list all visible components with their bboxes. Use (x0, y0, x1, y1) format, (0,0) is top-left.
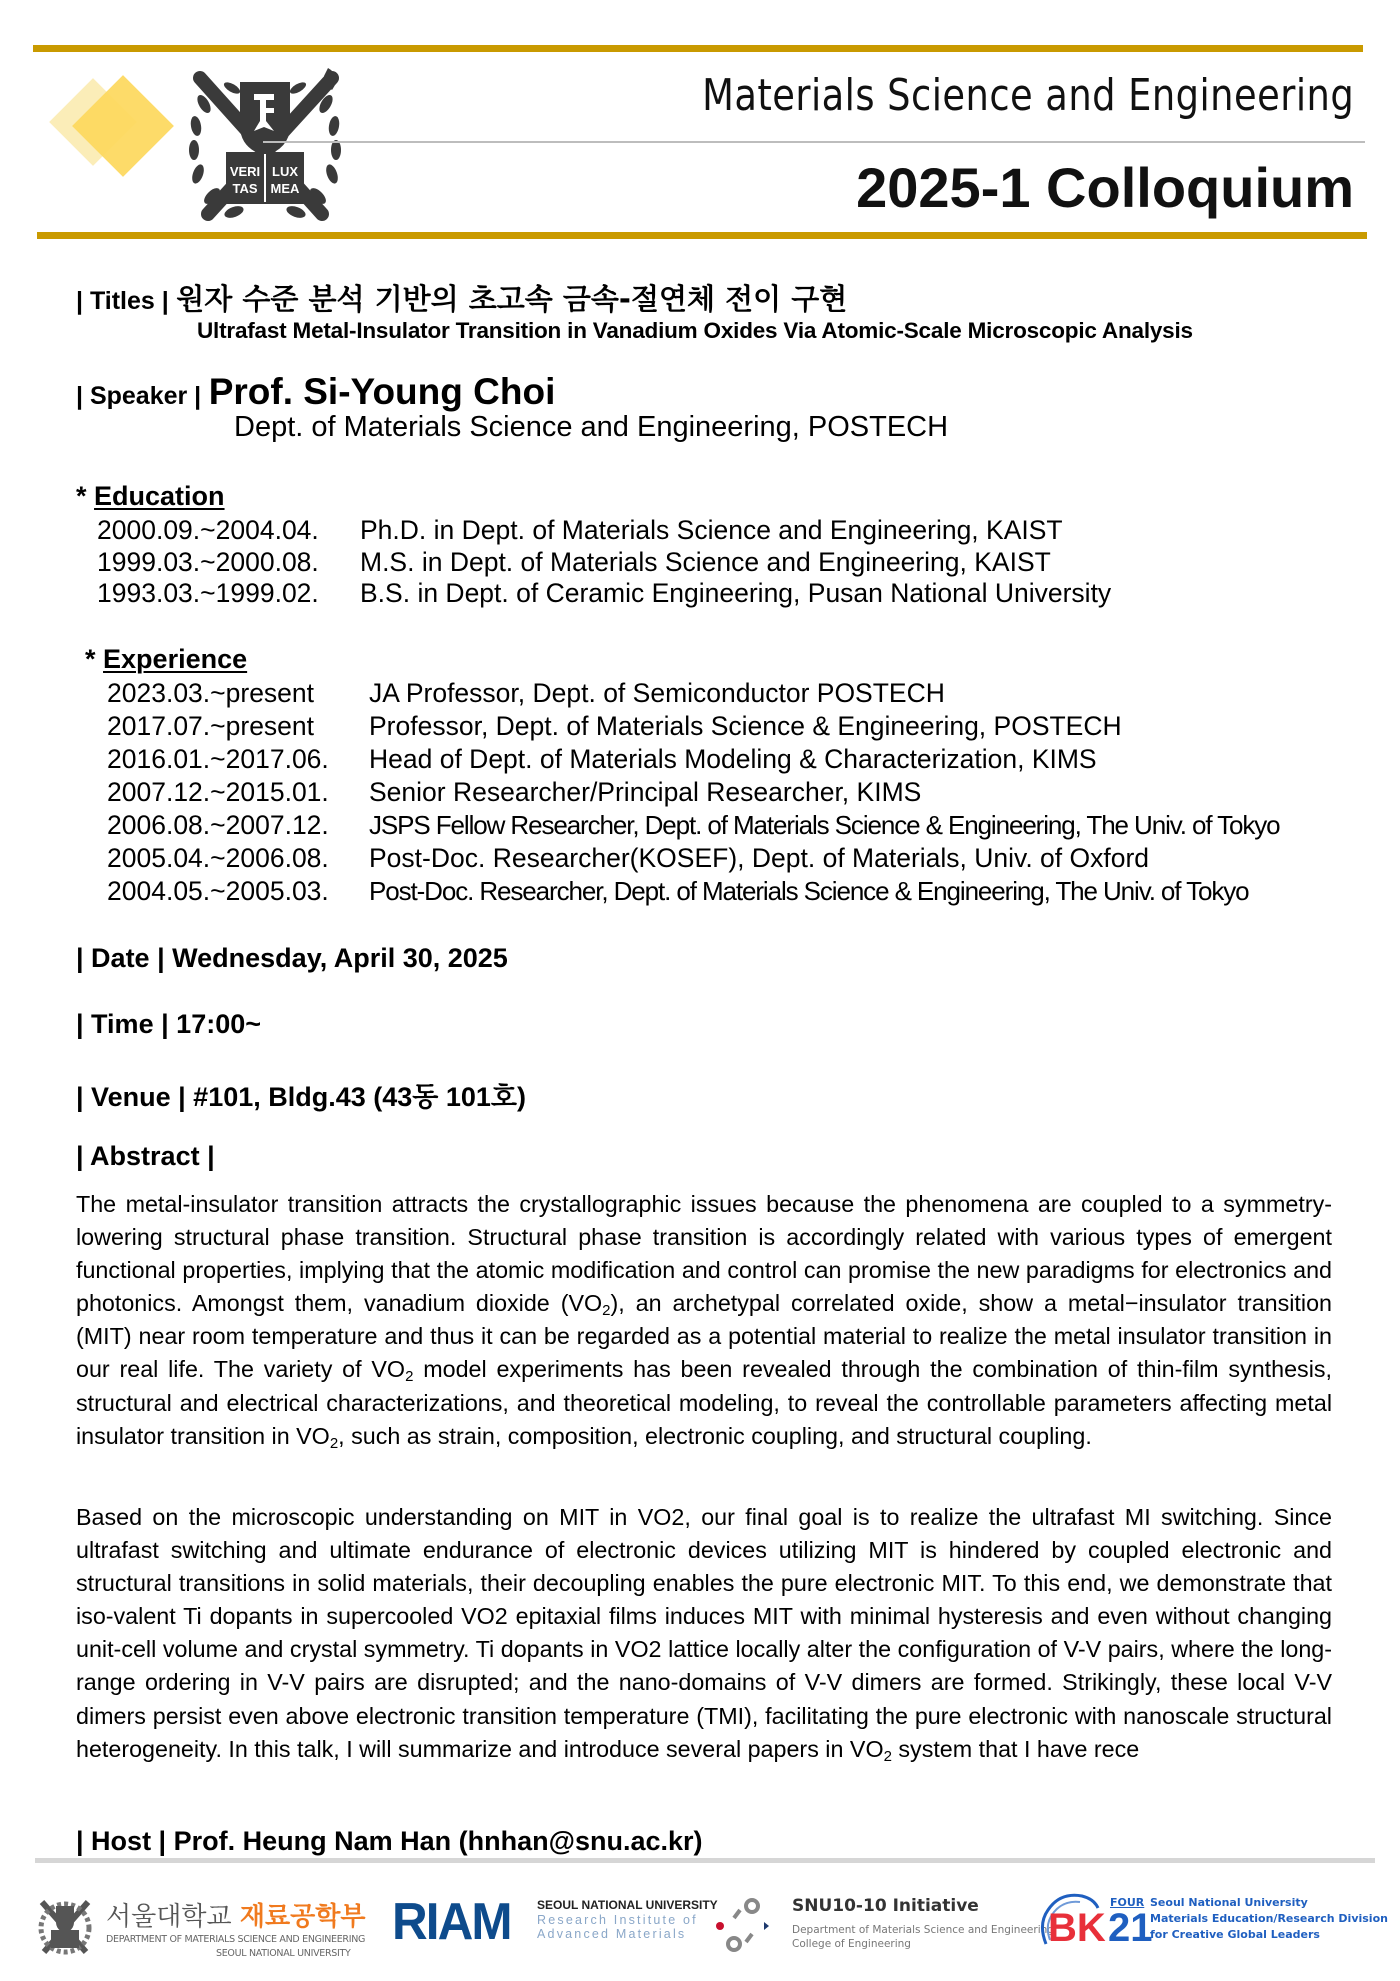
education-heading-text: Education (94, 481, 225, 511)
education-desc: Ph.D. in Dept. of Materials Science and Engineering, KAIST (360, 515, 1063, 545)
subscript: 2 (329, 1434, 339, 1452)
bk21-four-logo (1036, 1892, 1388, 1956)
snu1010-title: SNU10-10 Initiative (792, 1896, 979, 1916)
four-text: FOUR (1110, 1896, 1145, 1909)
education-period: 1993.03.~1999.02. (97, 578, 319, 608)
title-korean: 원자 수준 분석 기반의 초고속 금속-절연체 전이 구현 (176, 282, 848, 316)
subscript: 2 (602, 1302, 611, 1320)
host-value: Prof. Heung Nam Han (hnhan@snu.ac.kr) (173, 1826, 703, 1856)
abstract-text: , such as strain, composition, electronic coupling, and structural coupling. (338, 1422, 1092, 1449)
svg-text:VERI: VERI (229, 164, 261, 179)
svg-text:MEA: MEA (270, 181, 300, 196)
speaker-name: Prof. Si-Young Choi (208, 371, 556, 412)
experience-desc: Post-Doc. Researcher(KOSEF), Dept. of Materials, Univ. of Oxford (369, 843, 1150, 873)
host-row (76, 1826, 703, 1857)
header-bottom-rule (37, 232, 1367, 239)
snu1010-logo (712, 1896, 1054, 1960)
experience-period: 2004.05.~2005.03. (107, 876, 329, 906)
event-title: 2025-1 Colloquium (856, 156, 1354, 219)
experience-heading-text: Experience (103, 644, 248, 674)
education-desc: M.S. in Dept. of Materials Science and Engineering, KAIST (360, 547, 1051, 577)
education-period: 2000.09.~2004.04. (97, 515, 319, 545)
univ-korean: 서울대학교 (106, 1902, 232, 1932)
time-label: | Time | (76, 1009, 169, 1039)
snu1010-line-2: College of Engineering (792, 1938, 911, 1950)
experience-desc: Senior Researcher/Principal Researcher, KIMS (369, 777, 922, 807)
experience-heading (85, 644, 247, 675)
department-heading: Materials Science and Engineering (701, 70, 1354, 121)
snu-emblem-small-icon (36, 1896, 94, 1958)
abstract-text: system that I have rece (891, 1735, 1140, 1762)
education-period: 1999.03.~2000.08. (97, 547, 319, 577)
bk-text: BK (1048, 1906, 1106, 1950)
experience-desc: JA Professor, Dept. of Semiconductor POSTECH (369, 678, 945, 708)
snu-korean-name (106, 1896, 365, 1933)
experience-period: 2007.12.~2015.01. (107, 777, 329, 807)
abstract-heading: | Abstract | (76, 1141, 215, 1171)
abstract-paragraph-1 (76, 1188, 1332, 1453)
subscript: 2 (883, 1747, 892, 1765)
date-value: Wednesday, April 30, 2025 (172, 943, 508, 973)
dept-korean: 재료공학부 (239, 1902, 366, 1932)
abstract-text: ), an archetypal correlated oxide, show a metal−insulator transition (MIT) near room temperature and thus it can be regarded as a potential material to realize the metal insulator transition in our real life. The variety of VO (76, 1290, 1332, 1383)
education-heading (76, 481, 225, 512)
experience-period: 2023.03.~present (107, 678, 315, 708)
experience-desc: Professor, Dept. of Materials Science & Engineering, POSTECH (369, 711, 1122, 741)
experience-desc: Head of Dept. of Materials Modeling & Characterization, KIMS (369, 744, 1097, 774)
speaker-affiliation: Dept. of Materials Science and Engineering, POSTECH (234, 411, 949, 443)
riam-logo (392, 1893, 718, 1960)
bk21-number: 21 (1108, 1906, 1153, 1950)
svg-text:TAS: TAS (232, 181, 258, 196)
univ-english: SEOUL NATIONAL UNIVERSITY (216, 1948, 351, 1959)
venue-row (76, 1075, 526, 1114)
education-desc: B.S. in Dept. of Ceramic Engineering, Pusan National University (360, 578, 1112, 608)
snu1010-line-1: Department of Materials Science and Engineering (792, 1924, 1054, 1936)
abstract-text: The metal-insulator transition attracts the crystallographic issues because the phenomena are coupled to a symmetry-lowering structural phase transition. Structural phase transition is accordingly related with various types of emergent functional properties, implying that the atomic modification and control can promise the new paradigms for electronics and photonics. Amongst them, vanadium dioxide (VO (76, 1191, 1332, 1317)
footer-logos (0, 1888, 1400, 1968)
experience-period: 2006.08.~2007.12. (107, 810, 329, 840)
svg-text:LUX: LUX (272, 164, 298, 179)
bk21-line-2: Materials Education/Research Division (1150, 1912, 1388, 1925)
speaker-row (76, 371, 555, 413)
riam-line-1: Research Institute of (537, 1913, 698, 1927)
experience-desc: Post-Doc. Researcher, Dept. of Materials Science & Engineering, The Univ. of Tokyo (369, 876, 1249, 906)
snu1010-mark-icon (712, 1896, 772, 1956)
time-row (76, 1009, 261, 1040)
date-label: | Date | (76, 943, 165, 973)
snu-mse-logo (36, 1896, 376, 1968)
abstract-paragraph-2 (76, 1501, 1332, 1766)
header-top-rule (33, 45, 1363, 52)
snu-emblem-icon (182, 64, 348, 226)
experience-period: 2016.01.~2017.06. (107, 744, 329, 774)
dept-english: DEPARTMENT OF MATERIALS SCIENCE AND ENGINEERING (106, 1934, 366, 1945)
title-english: Ultrafast Metal-Insulator Transition in Vanadium Oxides Via Atomic-Scale Microscopic Analysis (197, 318, 1193, 343)
bk21-line-1: Seoul National University (1150, 1896, 1308, 1909)
bullet: * (85, 644, 96, 674)
experience-desc: JSPS Fellow Researcher, Dept. of Materials Science & Engineering, The Univ. of Tokyo (369, 810, 1280, 840)
riam-line-2: Advanced Materials (537, 1927, 687, 1941)
riam-wordmark: RIAM (392, 1893, 511, 1951)
abstract-text: Based on the microscopic understanding on MIT in VO2, our final goal is to realize the ultrafast MI switching. Since ultrafast switching and ultimate endurance of electronic devices utilizing MIT is hindered by coupled electronic and structural transitions in solid materials, their decoupling enables the pure electronic MIT. To this end, we demonstrate that iso-valent Ti dopants in supercooled VO2 epitaxial films induces MIT with minimal hysteresis and even without changing unit-cell volume and crystal symmetry. Ti dopants in VO2 lattice locally alter the configuration of V-V pairs, where the long-range ordering in V-V pairs are disrupted; and the nano-domains of V-V dimers are formed. Strikingly, these local V-V dimers persist even above electronic transition temperature (TMI), facilitating the pure electronic with nanoscale structural heterogeneity. In this talk, I will summarize and introduce several papers in VO (76, 1504, 1332, 1762)
footer-divider (35, 1858, 1375, 1863)
subscript: 2 (405, 1368, 414, 1386)
date-row (76, 943, 508, 974)
experience-period: 2005.04.~2006.08. (107, 843, 329, 873)
riam-university: SEOUL NATIONAL UNIVERSITY (537, 1898, 718, 1912)
host-label: | Host | (76, 1826, 167, 1856)
time-value: 17:00~ (176, 1009, 261, 1039)
header-divider (263, 141, 1365, 143)
venue-value: #101, Bldg.43 (43동 101호) (193, 1082, 526, 1112)
titles-row (76, 277, 847, 318)
bk21-line-3: for Creative Global Leaders (1150, 1928, 1320, 1941)
speaker-label: | Speaker | (76, 382, 202, 410)
experience-period: 2017.07.~present (107, 711, 315, 741)
titles-label: | Titles | (76, 287, 169, 315)
bullet: * (76, 481, 87, 511)
abstract-text: model experiments has been revealed through the combination of thin-film synthesis, structural and electrical characterizations, and theoretical modeling, to reveal the controllable parameters affecting metal insulator transition in VO (76, 1356, 1332, 1449)
venue-label: | Venue | (76, 1082, 186, 1112)
